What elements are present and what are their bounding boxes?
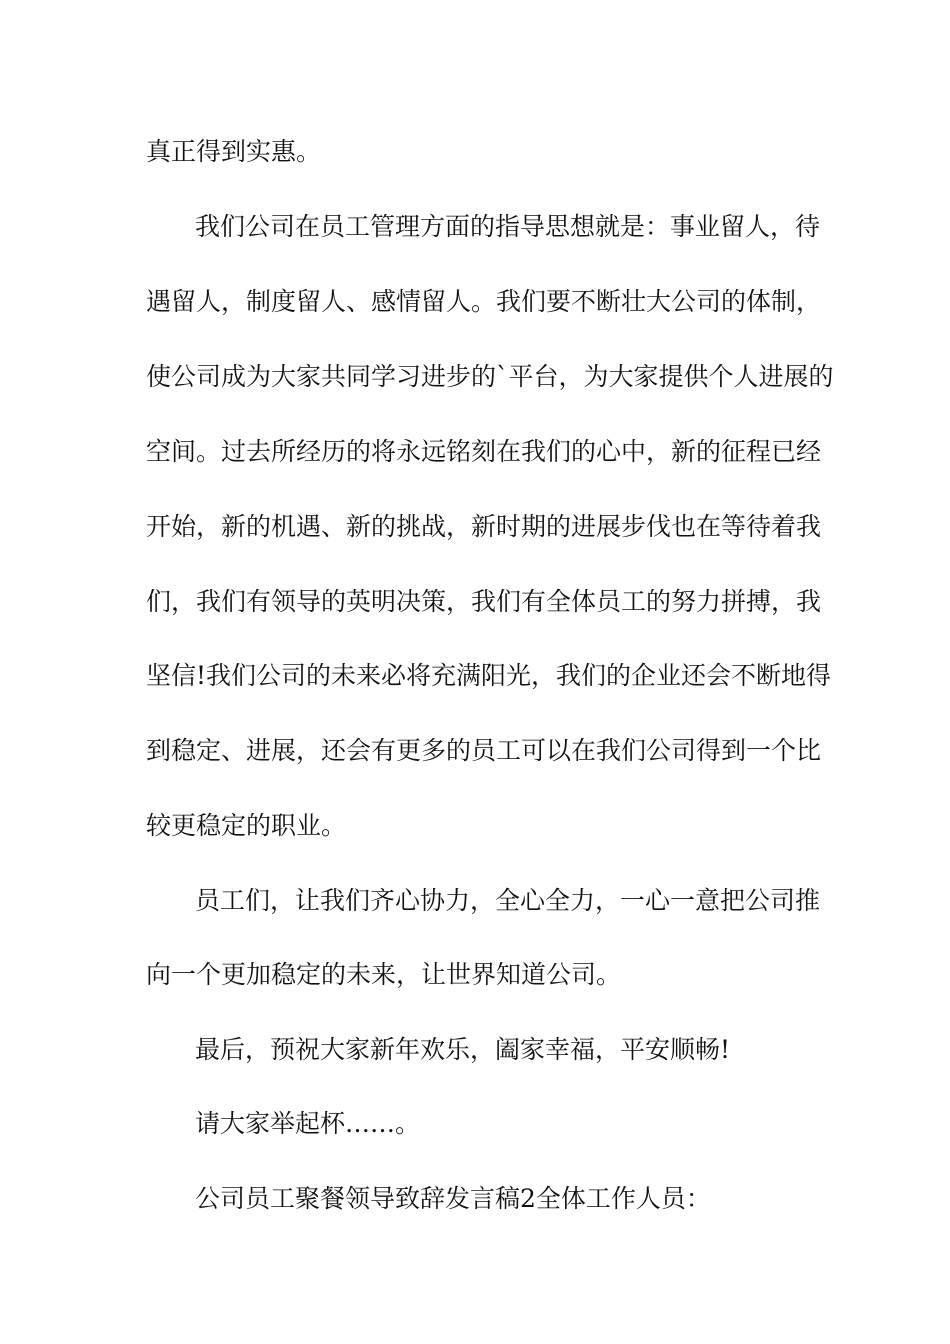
text-line: 们，我们有领导的英明决策，我们有全体员工的努力拼搏，我 [146,587,822,616]
text-line: 到稳定、进展，还会有更多的员工可以在我们公司得到一个比 [146,736,822,765]
text-line: 公司员工聚餐领导致辞发言稿2全体工作人员： [195,1184,711,1213]
text-line: 开始，新的机遇、新的挑战，新时期的进展步伐也在等待着我 [146,512,822,541]
text-line: 向一个更加稳定的未来，让世界知道公司。 [146,960,622,989]
text-line: 使公司成为大家共同学习进步的`平台，为大家提供个人进展的 [146,362,834,391]
text-line: 真正得到实惠。 [146,137,322,166]
text-line: 员工们，让我们齐心协力，全心全力，一心一意把公司推 [195,886,821,915]
text-line: 较更稳定的职业。 [146,811,347,840]
text-line: 我们公司在员工管理方面的指导思想就是：事业留人，待 [195,212,821,241]
text-line: 请大家举起杯……。 [195,1109,421,1138]
text-line: 空间。过去所经历的将永远铭刻在我们的心中，新的征程已经 [146,437,822,466]
text-line: 坚信!我们公司的未来必将充满阳光，我们的企业还会不断地得 [146,661,832,690]
text-line: 最后，预祝大家新年欢乐，阖家幸福，平安顺畅! [195,1035,731,1064]
text-line: 遇留人，制度留人、感情留人。我们要不断壮大公司的体制， [146,287,822,316]
